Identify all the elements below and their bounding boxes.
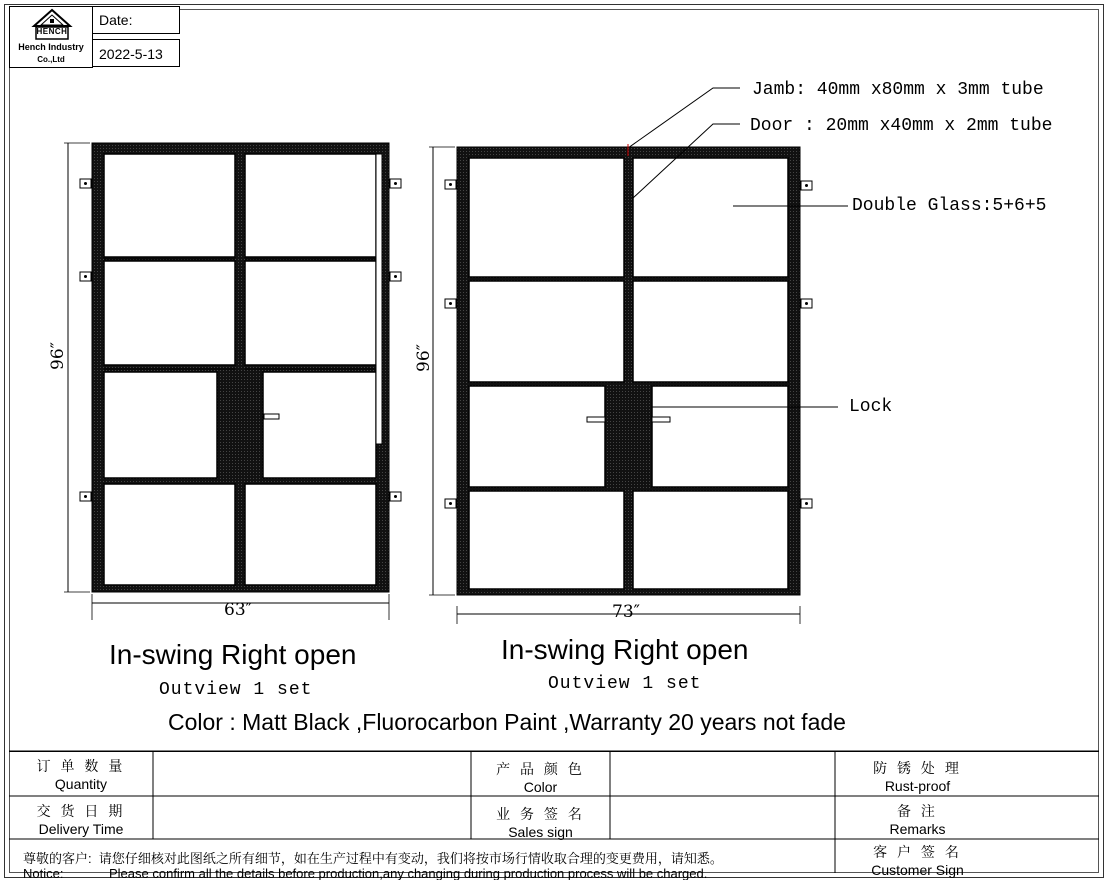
logo-mark: HENCH <box>36 27 68 36</box>
color-label: 产 品 颜 色 Color <box>496 761 585 795</box>
quantity-field[interactable] <box>153 751 471 796</box>
right-height-label: 96″ <box>414 344 434 372</box>
left-door-title: In-swing Right open <box>109 639 357 670</box>
left-height-label: 96″ <box>48 342 68 370</box>
sales-sign-label: 业 务 签 名 Sales sign <box>496 806 585 840</box>
remarks-field[interactable] <box>1000 796 1099 839</box>
left-door-subtitle: Outview 1 set <box>159 680 313 700</box>
notice-en: Notice: Please confirm all the details before production,any changing during production process will be charged. <box>23 866 708 880</box>
notice-zh: 尊敬的客户: 请您仔细核对此图纸之所有细节，如在生产过程中有变动，我们将按市场行情收取合理的变更费用，请知悉。 <box>23 851 723 866</box>
jamb-annotation: Jamb: 40mm x80mm x 3mm tube <box>752 80 1044 100</box>
door-annotation: Door : 20mm x40mm x 2mm tube <box>750 116 1053 136</box>
color-field[interactable] <box>610 751 835 796</box>
lock-annotation: Lock <box>849 397 893 417</box>
customer-sign-label: 客 户 签 名 Customer Sign <box>871 844 964 878</box>
remarks-label: 备 注 Remarks <box>889 803 946 837</box>
glass-annotation: Double Glass:5+6+5 <box>852 196 1047 216</box>
company-name: Hench Industry <box>18 42 84 52</box>
company-suffix: Co.,Ltd <box>37 55 65 64</box>
right-door-title: In-swing Right open <box>501 634 749 665</box>
date-value: 2022-5-13 <box>92 39 180 67</box>
date-label: Date: <box>92 6 180 34</box>
left-width-label: 63″ <box>224 600 252 620</box>
rust-proof-field[interactable] <box>1000 751 1099 796</box>
right-width-label: 73″ <box>612 602 640 622</box>
color-note: Color : Matt Black ,Fluorocarbon Paint ,Warranty 20 years not fade <box>168 709 846 735</box>
delivery-time-field[interactable] <box>153 796 471 839</box>
right-door-subtitle: Outview 1 set <box>548 674 702 694</box>
sales-sign-field[interactable] <box>610 796 835 839</box>
quantity-label: 订 单 数 量 Quantity <box>36 758 126 792</box>
delivery-time-label: 交 货 日 期 Delivery Time <box>36 803 126 837</box>
rust-proof-label: 防 锈 处 理 Rust-proof <box>873 760 962 794</box>
